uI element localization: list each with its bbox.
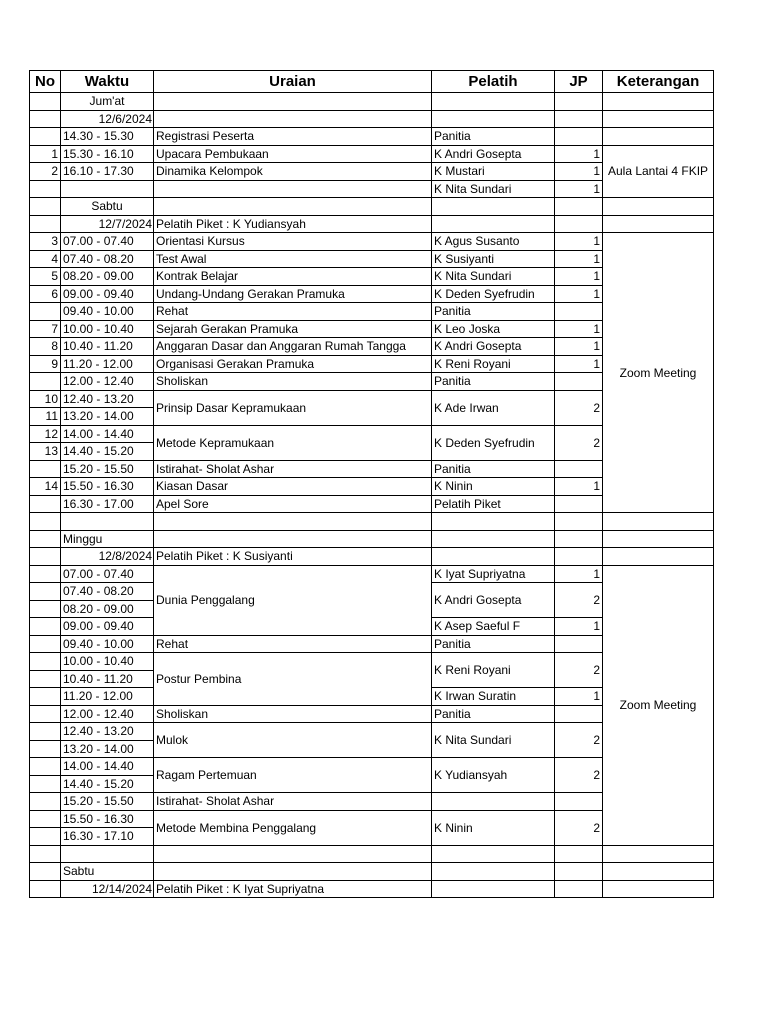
cell-keterangan xyxy=(603,110,714,128)
cell-pelatih: Panitia xyxy=(432,705,555,723)
cell-waktu: 08.20 - 09.00 xyxy=(61,600,154,618)
table-row xyxy=(30,128,714,146)
cell-pelatih: K Andri Gosepta xyxy=(432,583,555,618)
cell-uraian xyxy=(154,845,432,863)
cell-pelatih: K Susiyanti xyxy=(432,250,555,268)
cell-jp: 1 xyxy=(555,478,603,496)
cell-keterangan xyxy=(603,880,714,898)
cell-no: 10 xyxy=(30,390,61,408)
cell-no xyxy=(30,110,61,128)
cell-waktu: Sabtu xyxy=(61,198,154,216)
table-row xyxy=(30,880,714,898)
cell-no xyxy=(30,548,61,566)
cell-jp: 1 xyxy=(555,355,603,373)
cell-jp: 1 xyxy=(555,618,603,636)
cell-waktu: 13.20 - 14.00 xyxy=(61,408,154,426)
cell-pelatih xyxy=(432,93,555,111)
cell-waktu: 09.00 - 09.40 xyxy=(61,618,154,636)
cell-pelatih: K Deden Syefrudin xyxy=(432,425,555,460)
header-waktu: Waktu xyxy=(61,71,154,93)
cell-uraian: Dinamika Kelompok xyxy=(154,163,432,181)
cell-pelatih: Panitia xyxy=(432,635,555,653)
cell-pelatih xyxy=(432,793,555,811)
cell-waktu: 07.40 - 08.20 xyxy=(61,583,154,601)
table-row xyxy=(30,530,714,548)
cell-waktu: 12/14/2024 xyxy=(61,880,154,898)
cell-keterangan xyxy=(603,215,714,233)
cell-waktu: 12/6/2024 xyxy=(61,110,154,128)
cell-uraian xyxy=(154,110,432,128)
cell-waktu: 16.30 - 17.10 xyxy=(61,828,154,846)
cell-waktu: 11.20 - 12.00 xyxy=(61,688,154,706)
cell-pelatih: K Ade Irwan xyxy=(432,390,555,425)
cell-uraian xyxy=(154,93,432,111)
cell-no xyxy=(30,303,61,321)
cell-waktu: 16.10 - 17.30 xyxy=(61,163,154,181)
cell-uraian: Sejarah Gerakan Pramuka xyxy=(154,320,432,338)
cell-no: 14 xyxy=(30,478,61,496)
cell-waktu: 12/8/2024 xyxy=(61,548,154,566)
cell-pelatih xyxy=(432,880,555,898)
cell-uraian: Pelatih Piket : K Iyat Supriyatna xyxy=(154,880,432,898)
cell-pelatih xyxy=(432,513,555,531)
cell-waktu: 12.40 - 13.20 xyxy=(61,390,154,408)
cell-jp: 1 xyxy=(555,285,603,303)
cell-pelatih: K Agus Susanto xyxy=(432,233,555,251)
cell-jp: 1 xyxy=(555,320,603,338)
cell-pelatih xyxy=(432,215,555,233)
cell-jp: 1 xyxy=(555,565,603,583)
header-keterangan: Keterangan xyxy=(603,71,714,93)
cell-waktu xyxy=(61,180,154,198)
cell-jp xyxy=(555,863,603,881)
table-row xyxy=(30,845,714,863)
cell-no xyxy=(30,793,61,811)
table-row xyxy=(30,565,714,583)
cell-waktu: 15.20 - 15.50 xyxy=(61,793,154,811)
cell-no xyxy=(30,653,61,671)
cell-no xyxy=(30,583,61,601)
cell-pelatih xyxy=(432,845,555,863)
cell-pelatih: K Yudiansyah xyxy=(432,758,555,793)
cell-keterangan xyxy=(603,128,714,146)
cell-jp xyxy=(555,110,603,128)
cell-uraian: Registrasi Peserta xyxy=(154,128,432,146)
cell-uraian: Upacara Pembukaan xyxy=(154,145,432,163)
cell-pelatih: Pelatih Piket xyxy=(432,495,555,513)
cell-pelatih: K Nita Sundari xyxy=(432,723,555,758)
cell-no xyxy=(30,618,61,636)
cell-no: 6 xyxy=(30,285,61,303)
cell-no xyxy=(30,565,61,583)
cell-uraian: Ragam Pertemuan xyxy=(154,758,432,793)
cell-jp: 1 xyxy=(555,233,603,251)
cell-no: 12 xyxy=(30,425,61,443)
cell-waktu: 14.00 - 14.40 xyxy=(61,425,154,443)
cell-waktu: 09.40 - 10.00 xyxy=(61,635,154,653)
cell-jp xyxy=(555,513,603,531)
cell-no: 2 xyxy=(30,163,61,181)
cell-keterangan xyxy=(603,513,714,531)
cell-jp: 2 xyxy=(555,390,603,425)
cell-waktu: 13.20 - 14.00 xyxy=(61,740,154,758)
cell-waktu: 10.00 - 10.40 xyxy=(61,653,154,671)
cell-jp xyxy=(555,705,603,723)
cell-pelatih: K Iyat Supriyatna xyxy=(432,565,555,583)
cell-waktu: 12/7/2024 xyxy=(61,215,154,233)
cell-waktu: Sabtu xyxy=(61,863,154,881)
cell-jp: 2 xyxy=(555,583,603,618)
table-row xyxy=(30,863,714,881)
cell-jp xyxy=(555,303,603,321)
cell-jp: 1 xyxy=(555,180,603,198)
cell-uraian: Rehat xyxy=(154,635,432,653)
cell-uraian: Sholiskan xyxy=(154,373,432,391)
cell-no xyxy=(30,530,61,548)
cell-uraian: Kiasan Dasar xyxy=(154,478,432,496)
cell-no xyxy=(30,635,61,653)
cell-jp: 1 xyxy=(555,145,603,163)
cell-no xyxy=(30,373,61,391)
cell-waktu: 07.00 - 07.40 xyxy=(61,565,154,583)
cell-jp: 2 xyxy=(555,653,603,688)
cell-no xyxy=(30,880,61,898)
cell-pelatih xyxy=(432,548,555,566)
cell-no xyxy=(30,863,61,881)
cell-no xyxy=(30,775,61,793)
cell-no xyxy=(30,215,61,233)
cell-uraian: Mulok xyxy=(154,723,432,758)
cell-pelatih: K Reni Royani xyxy=(432,355,555,373)
cell-no xyxy=(30,495,61,513)
cell-uraian xyxy=(154,180,432,198)
cell-uraian xyxy=(154,198,432,216)
cell-jp xyxy=(555,495,603,513)
cell-no: 3 xyxy=(30,233,61,251)
header-uraian: Uraian xyxy=(154,71,432,93)
cell-pelatih: K Nita Sundari xyxy=(432,180,555,198)
cell-no xyxy=(30,93,61,111)
cell-pelatih: K Ninin xyxy=(432,810,555,845)
cell-uraian: Rehat xyxy=(154,303,432,321)
cell-jp: 1 xyxy=(555,688,603,706)
cell-waktu xyxy=(61,845,154,863)
cell-uraian: Sholiskan xyxy=(154,705,432,723)
cell-no xyxy=(30,810,61,828)
cell-uraian: Metode Membina Penggalang xyxy=(154,810,432,845)
cell-uraian: Test Awal xyxy=(154,250,432,268)
cell-no xyxy=(30,513,61,531)
cell-waktu: 09.00 - 09.40 xyxy=(61,285,154,303)
cell-waktu: 14.30 - 15.30 xyxy=(61,128,154,146)
cell-pelatih: K Andri Gosepta xyxy=(432,145,555,163)
cell-no xyxy=(30,670,61,688)
table-row xyxy=(30,233,714,251)
cell-pelatih: Panitia xyxy=(432,128,555,146)
cell-uraian: Postur Pembina xyxy=(154,653,432,706)
cell-no xyxy=(30,600,61,618)
table-row xyxy=(30,215,714,233)
cell-pelatih: K Reni Royani xyxy=(432,653,555,688)
cell-jp: 1 xyxy=(555,268,603,286)
cell-waktu: 07.00 - 07.40 xyxy=(61,233,154,251)
cell-uraian: Anggaran Dasar dan Anggaran Rumah Tangga xyxy=(154,338,432,356)
cell-no: 8 xyxy=(30,338,61,356)
cell-pelatih xyxy=(432,110,555,128)
cell-pelatih: K Asep Saeful F xyxy=(432,618,555,636)
cell-keterangan xyxy=(603,845,714,863)
cell-keterangan xyxy=(603,93,714,111)
cell-jp: 1 xyxy=(555,250,603,268)
cell-no xyxy=(30,740,61,758)
cell-uraian: Undang-Undang Gerakan Pramuka xyxy=(154,285,432,303)
table-row xyxy=(30,145,714,163)
cell-no xyxy=(30,828,61,846)
cell-waktu: 08.20 - 09.00 xyxy=(61,268,154,286)
cell-pelatih xyxy=(432,198,555,216)
cell-no xyxy=(30,198,61,216)
cell-jp xyxy=(555,845,603,863)
cell-jp: 2 xyxy=(555,723,603,758)
cell-waktu: 15.50 - 16.30 xyxy=(61,810,154,828)
cell-jp xyxy=(555,548,603,566)
cell-jp xyxy=(555,530,603,548)
schedule-table xyxy=(29,70,714,898)
cell-pelatih: K Leo Joska xyxy=(432,320,555,338)
cell-waktu: 14.00 - 14.40 xyxy=(61,758,154,776)
cell-keterangan xyxy=(603,198,714,216)
cell-waktu: Jum'at xyxy=(61,93,154,111)
cell-uraian: Pelatih Piket : K Yudiansyah xyxy=(154,215,432,233)
cell-waktu: 10.40 - 11.20 xyxy=(61,670,154,688)
cell-waktu: Minggu xyxy=(61,530,154,548)
table-row xyxy=(30,513,714,531)
cell-pelatih: Panitia xyxy=(432,373,555,391)
cell-jp: 1 xyxy=(555,163,603,181)
cell-jp xyxy=(555,128,603,146)
cell-waktu: 14.40 - 15.20 xyxy=(61,443,154,461)
cell-no xyxy=(30,723,61,741)
cell-no xyxy=(30,758,61,776)
table-row xyxy=(30,110,714,128)
cell-jp: 2 xyxy=(555,810,603,845)
cell-waktu: 10.00 - 10.40 xyxy=(61,320,154,338)
cell-pelatih: K Ninin xyxy=(432,478,555,496)
cell-waktu: 12.00 - 12.40 xyxy=(61,705,154,723)
cell-no xyxy=(30,460,61,478)
cell-pelatih: K Irwan Suratin xyxy=(432,688,555,706)
cell-no xyxy=(30,688,61,706)
header-row xyxy=(30,71,714,93)
cell-no: 11 xyxy=(30,408,61,426)
cell-uraian xyxy=(154,863,432,881)
table-row xyxy=(30,548,714,566)
cell-no: 5 xyxy=(30,268,61,286)
schedule-body xyxy=(30,93,714,898)
cell-jp xyxy=(555,215,603,233)
cell-no: 4 xyxy=(30,250,61,268)
cell-no: 13 xyxy=(30,443,61,461)
cell-waktu: 15.30 - 16.10 xyxy=(61,145,154,163)
cell-pelatih xyxy=(432,530,555,548)
cell-waktu: 16.30 - 17.00 xyxy=(61,495,154,513)
cell-jp xyxy=(555,93,603,111)
cell-pelatih: K Deden Syefrudin xyxy=(432,285,555,303)
cell-uraian: Pelatih Piket : K Susiyanti xyxy=(154,548,432,566)
cell-jp: 2 xyxy=(555,425,603,460)
cell-uraian: Metode Kepramukaan xyxy=(154,425,432,460)
cell-pelatih: Panitia xyxy=(432,303,555,321)
cell-waktu: 15.20 - 15.50 xyxy=(61,460,154,478)
cell-pelatih: K Nita Sundari xyxy=(432,268,555,286)
cell-jp xyxy=(555,373,603,391)
cell-waktu xyxy=(61,513,154,531)
cell-waktu: 11.20 - 12.00 xyxy=(61,355,154,373)
cell-waktu: 09.40 - 10.00 xyxy=(61,303,154,321)
cell-waktu: 12.00 - 12.40 xyxy=(61,373,154,391)
cell-keterangan: Zoom Meeting xyxy=(603,233,714,513)
cell-keterangan: Zoom Meeting xyxy=(603,565,714,845)
cell-waktu: 14.40 - 15.20 xyxy=(61,775,154,793)
cell-jp xyxy=(555,198,603,216)
cell-jp xyxy=(555,635,603,653)
cell-uraian: Istirahat- Sholat Ashar xyxy=(154,460,432,478)
cell-waktu: 12.40 - 13.20 xyxy=(61,723,154,741)
cell-uraian: Prinsip Dasar Kepramukaan xyxy=(154,390,432,425)
cell-waktu: 07.40 - 08.20 xyxy=(61,250,154,268)
cell-uraian: Orientasi Kursus xyxy=(154,233,432,251)
cell-uraian xyxy=(154,513,432,531)
cell-no: 7 xyxy=(30,320,61,338)
cell-no xyxy=(30,128,61,146)
cell-jp: 1 xyxy=(555,338,603,356)
cell-uraian: Istirahat- Sholat Ashar xyxy=(154,793,432,811)
table-row xyxy=(30,93,714,111)
cell-no: 1 xyxy=(30,145,61,163)
cell-pelatih xyxy=(432,863,555,881)
cell-jp xyxy=(555,880,603,898)
cell-no xyxy=(30,705,61,723)
cell-no xyxy=(30,845,61,863)
cell-keterangan: Aula Lantai 4 FKIP xyxy=(603,145,714,198)
header-pelatih: Pelatih xyxy=(432,71,555,93)
cell-keterangan xyxy=(603,530,714,548)
cell-pelatih: K Andri Gosepta xyxy=(432,338,555,356)
cell-uraian: Kontrak Belajar xyxy=(154,268,432,286)
cell-uraian xyxy=(154,530,432,548)
cell-jp xyxy=(555,460,603,478)
cell-pelatih: K Mustari xyxy=(432,163,555,181)
cell-waktu: 15.50 - 16.30 xyxy=(61,478,154,496)
cell-keterangan xyxy=(603,548,714,566)
cell-waktu: 10.40 - 11.20 xyxy=(61,338,154,356)
cell-no xyxy=(30,180,61,198)
header-jp: JP xyxy=(555,71,603,93)
header-no: No xyxy=(30,71,61,93)
cell-pelatih: Panitia xyxy=(432,460,555,478)
cell-uraian: Organisasi Gerakan Pramuka xyxy=(154,355,432,373)
table-row xyxy=(30,198,714,216)
cell-keterangan xyxy=(603,863,714,881)
cell-jp: 2 xyxy=(555,758,603,793)
cell-uraian: Apel Sore xyxy=(154,495,432,513)
cell-no: 9 xyxy=(30,355,61,373)
cell-uraian: Dunia Penggalang xyxy=(154,565,432,635)
cell-jp xyxy=(555,793,603,811)
